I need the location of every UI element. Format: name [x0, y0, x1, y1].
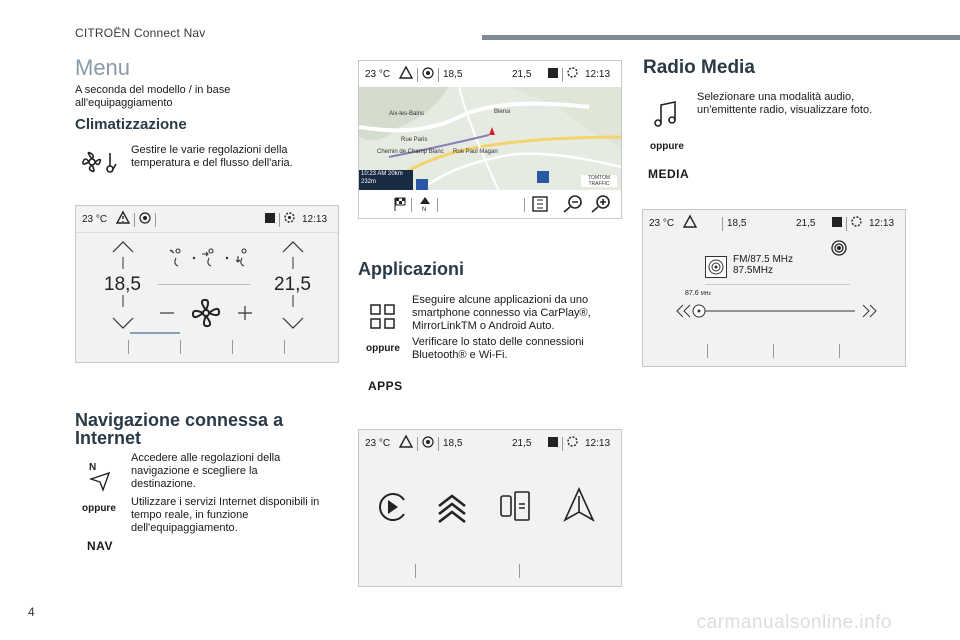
- phone-icon[interactable]: [264, 212, 276, 227]
- apps-button[interactable]: APPS: [368, 379, 403, 393]
- bottom-tabs: [76, 332, 338, 362]
- traffic-badge: TOMTOM TRAFFIC: [581, 175, 617, 187]
- carplay-icon[interactable]: [377, 492, 407, 527]
- map-place: Chemin de Champ Blanc: [377, 149, 444, 155]
- nav-info-box: 10:23 AM 20km 232m: [359, 170, 413, 190]
- clock: 12:13: [302, 214, 328, 225]
- nav-desc1: Accedere alle regolazioni della navigazione e scegliere la destinazione.: [131, 452, 281, 490]
- frequency-label: 87.6 MHz: [685, 290, 711, 297]
- status-bar: 23 °C 18,5 21,5 12:13: [359, 430, 621, 456]
- android-auto-icon[interactable]: [563, 488, 595, 527]
- connectivity-icon[interactable]: [422, 67, 434, 82]
- page-number: 4: [28, 605, 35, 619]
- status-bar: 23 °C 18,5 21,5 12:13: [359, 61, 621, 87]
- map-place: Biensi: [494, 109, 511, 115]
- connectivity-icon[interactable]: [422, 436, 434, 451]
- mirrorlink-icon[interactable]: [437, 494, 467, 527]
- zoom-out-icon[interactable]: [563, 195, 583, 218]
- radio-screen: [642, 209, 906, 367]
- menu-title: Menu: [75, 55, 131, 80]
- nav-button[interactable]: NAV: [87, 539, 113, 553]
- map-view-icon[interactable]: [532, 196, 550, 217]
- svg-text:N: N: [422, 207, 427, 213]
- apps-grid-icon[interactable]: [370, 304, 396, 335]
- status-bar: [76, 206, 338, 232]
- nav-screen: [358, 60, 622, 219]
- apps-screen: [358, 429, 622, 587]
- climate-desc: Gestire le varie regolazioni della temperatura e del flusso dell'aria.: [131, 144, 293, 169]
- apps-oppure: oppure: [366, 343, 400, 354]
- warning-icon[interactable]: [399, 435, 413, 451]
- nav-title: Navigazione connessa a Internet: [75, 410, 284, 448]
- settings-icon[interactable]: [566, 435, 579, 451]
- music-note-icon[interactable]: [654, 101, 678, 132]
- bottom-tabs: [643, 336, 905, 366]
- station-logo-icon: [705, 256, 727, 283]
- active-tab-indicator: [130, 332, 180, 334]
- map-place: Aix-les-Bains: [389, 111, 425, 117]
- connectivity-icon[interactable]: [139, 212, 151, 227]
- map-place: Rue Paul Magan: [453, 149, 498, 155]
- phone-icon[interactable]: [831, 216, 843, 231]
- settings-icon[interactable]: [850, 215, 863, 231]
- fan-speed-controls[interactable]: [160, 298, 252, 333]
- radio-oppure: oppure: [650, 141, 684, 152]
- radio-source-icon[interactable]: [831, 240, 847, 261]
- temp-right: 21,5: [274, 274, 311, 295]
- warning-icon[interactable]: [116, 211, 130, 227]
- apps-title: Applicazioni: [358, 259, 465, 279]
- nav-icon[interactable]: [85, 461, 113, 496]
- destination-flag-icon[interactable]: [393, 197, 407, 216]
- climate-icon[interactable]: [80, 150, 122, 179]
- phone-icon[interactable]: [547, 67, 559, 82]
- climate-screen: [75, 205, 339, 363]
- radio-title: Radio Media: [643, 57, 755, 78]
- header-bar: [482, 35, 960, 40]
- temp-left: 18,5: [104, 274, 141, 295]
- warning-icon[interactable]: [399, 66, 413, 82]
- zoom-in-icon[interactable]: [591, 195, 611, 218]
- radio-desc: Selezionare una modalità audio, un'emittente radio, visualizzare foto.: [697, 91, 873, 116]
- watermark: carmanualsonline.info: [696, 612, 892, 633]
- airflow-mode-icons[interactable]: [164, 246, 254, 275]
- station-name: FM/87.5 MHz 87.5MHz: [733, 254, 794, 276]
- status-bar: 23 °C 18,5 21,5 12:13: [643, 210, 905, 236]
- map-place: Rue Paris: [401, 137, 428, 143]
- svg-text:N: N: [89, 462, 97, 473]
- outside-temp: 23 °C: [82, 214, 108, 225]
- frequency-slider[interactable]: [659, 303, 887, 324]
- nav-oppure: oppure: [82, 503, 116, 514]
- page-header: CITROËN Connect Nav: [75, 26, 206, 40]
- bottom-tabs: [359, 556, 621, 586]
- settings-icon[interactable]: [566, 66, 579, 82]
- map-toolbar: [359, 190, 621, 218]
- warning-icon[interactable]: [683, 215, 697, 231]
- climate-title: Climatizzazione: [75, 116, 187, 133]
- media-button[interactable]: MEDIA: [648, 167, 690, 181]
- apps-desc2: Verificare lo stato delle connessioni Bluetooth® e Wi-Fi.: [412, 336, 584, 361]
- nav-desc2: Utilizzare i servizi Internet disponibili in tempo reale, in funzione dell'equipaggiamento.: [131, 496, 320, 534]
- apps-desc1: Eseguire alcune applicazioni da uno smartphone connesso via CarPlay®, MirrorLinkTM o Android Auto.: [412, 294, 591, 332]
- compass-icon[interactable]: [419, 196, 431, 217]
- connected-phone-icon[interactable]: [499, 490, 533, 529]
- phone-icon[interactable]: [547, 436, 559, 451]
- settings-icon[interactable]: [283, 211, 296, 227]
- menu-note: A seconda del modello / in base all'equipaggiamento: [75, 84, 231, 109]
